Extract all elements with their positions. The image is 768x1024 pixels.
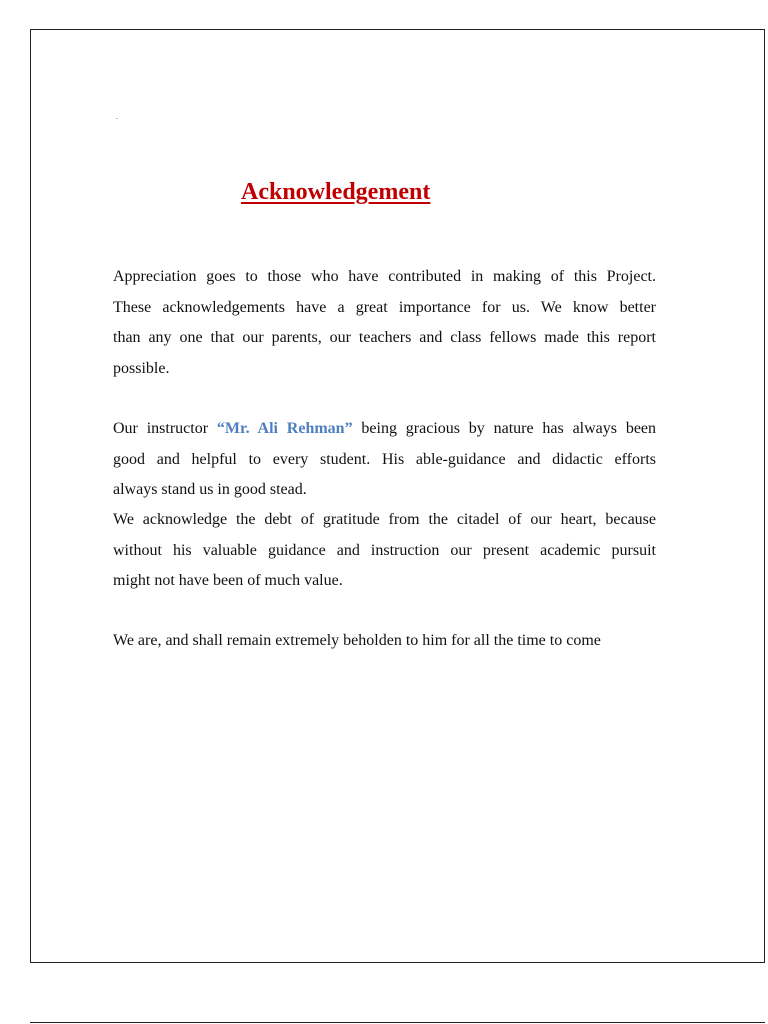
instructor-intro-text: Our instructor [113,420,217,437]
stray-mark: . [116,112,118,121]
paragraph-line: These acknowledgements have a great importance for us. We know better [113,298,656,316]
paragraph-line: always stand us in good stead. [113,481,307,498]
paragraph-line: good and helpful to every student. His able-guidance and didactic efforts [113,450,656,468]
paragraph-line: Appreciation goes to those who have contributed in making of this Project. [113,268,656,285]
next-page-border [30,1022,765,1023]
paragraph-appreciation [113,262,656,384]
page-title: Acknowledgement [241,179,431,205]
instructor-name: “Mr. Ali Rehman” [216,420,353,437]
paragraph-line: than any one that our parents, our teachers and class fellows made this report [113,329,656,346]
paragraph-line [113,414,656,445]
instructor-trailing-text: being gracious by nature has always been [352,420,657,437]
paragraph-gratitude [113,505,656,597]
paragraph-line: possible. [113,359,170,377]
paragraph-closing [113,626,656,657]
paragraph-instructor [113,414,656,506]
paragraph-line: without his valuable guidance and instruction our present academic pursuit [113,541,656,559]
paragraph-line: might not have been of much value. [113,572,343,589]
paragraph-line: We are, and shall remain extremely beholden to him for all the time to come [113,632,601,649]
paragraph-line: We acknowledge the debt of gratitude from the citadel of our heart, because [113,511,656,528]
